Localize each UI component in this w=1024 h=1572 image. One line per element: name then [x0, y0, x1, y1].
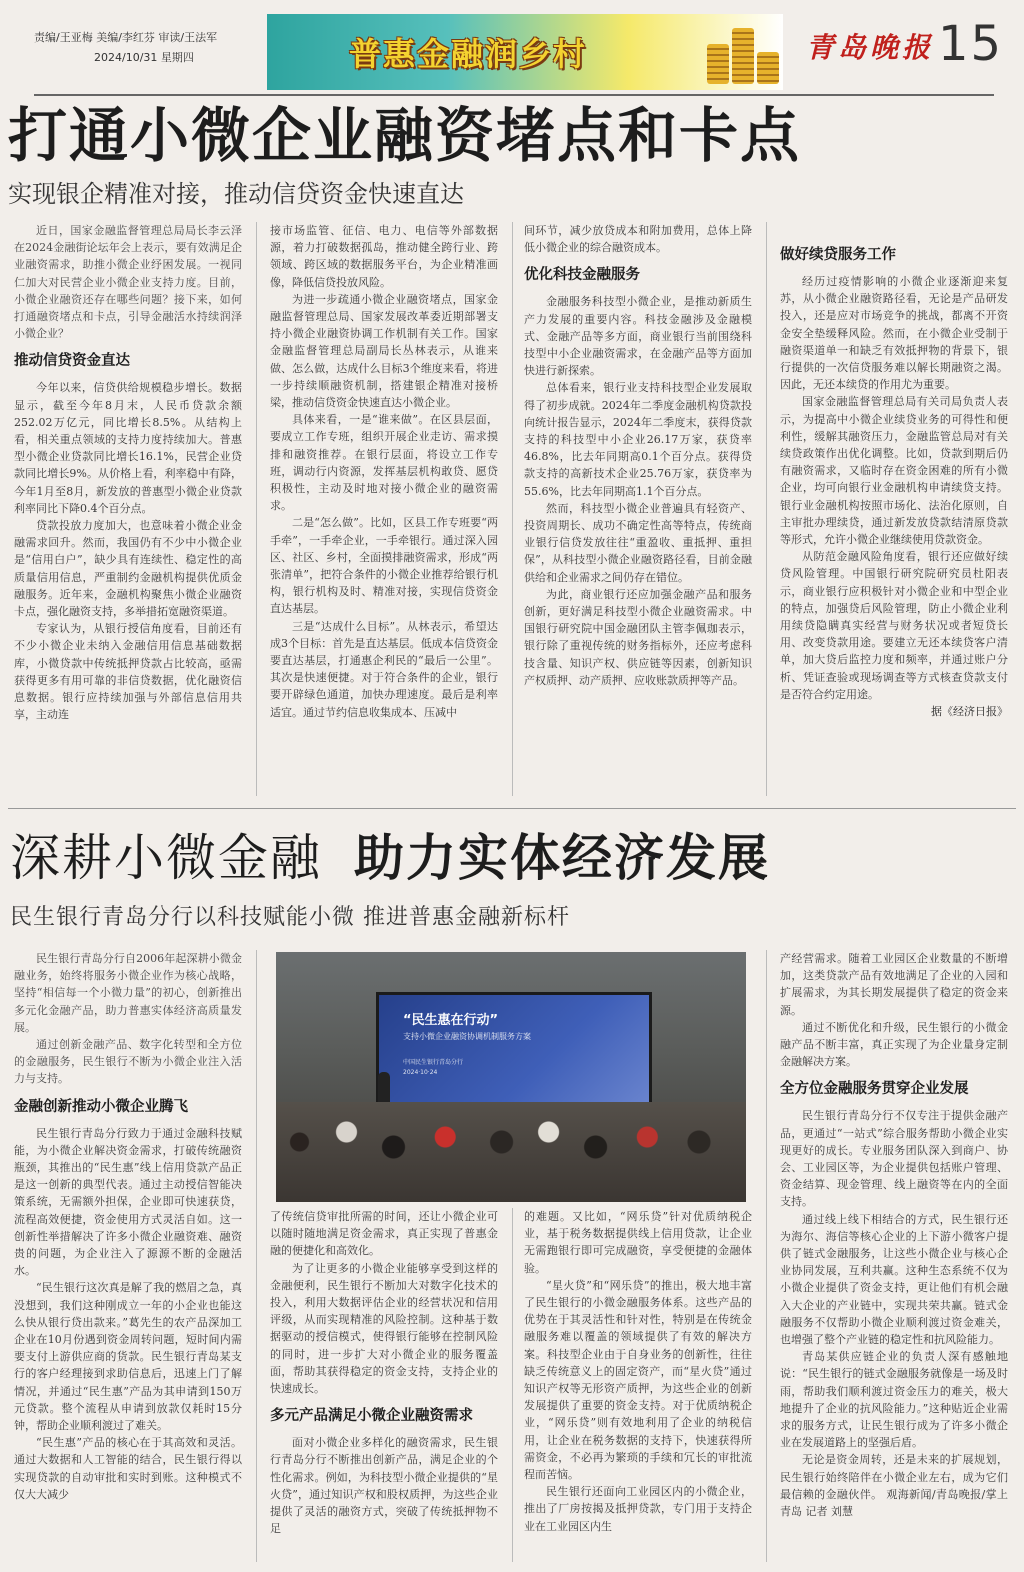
editor-credits — [34, 28, 264, 68]
body-paragraph: 经历过疫情影响的小微企业逐渐迎来复苏，从小微企业融资路径看，无论是产品研发投入，还是应对市场竞争的挑战，都离不开资金安全垫缓释风险。然而，在小微企业受制于融资渠道单一和缺乏有效抵押物的背景下，银行提供的一次信贷服务难以解长期融资之渴。因此，无还本续贷的作用尤为重要。 — [780, 275, 1008, 392]
body-paragraph: 总体看来，银行业支持科技型企业发展取得了初步成就。2024年二季度金融机构贷款投向统计报告显示，2024年二季度末，获得贷款支持的科技型中小企业26.17万家，获贷率46.8%，比去年同期高0.1个百分点。获得贷款支持的高新技术企业25.76万家，获贷率为55.6%，比去年同期高1.1个百分点。 — [524, 381, 752, 498]
screen-org: 中国民生银行青岛分行 — [403, 1059, 464, 1066]
screen-title: “民生惠在行动” — [403, 1013, 499, 1028]
article2-column-4 — [780, 950, 1008, 1562]
body-paragraph: 面对小微企业多样化的融资需求，民生银行青岛分行不断推出创新产品，满足企业的个性化需求。例如，为科技型小微企业提供的“星火贷”，通过知识产权和股权质押，为这些企业提供了灵活的融资方式，突破了传统抵押物不足 — [270, 1436, 498, 1536]
screen-subtitle: 支持小微企业融资协调机制服务方案 — [403, 1032, 531, 1041]
body-paragraph: 为此，商业银行还应加强金融产品和服务创新，更好满足科技型小微企业融资需求。中国银行研究院中国金融团队主管李佩珈表示，银行除了重视传统的财务指标外，还应考虑科技含量、知识产权、供应链等因素，创新知识产权质押、动产质押、应收账款质押等产品。 — [524, 587, 752, 687]
coin-stack-icon — [707, 44, 729, 84]
column-divider — [256, 222, 257, 796]
body-paragraph: 产经营需求。随着工业园区企业数量的不断增加，这类贷款产品有效地满足了企业的入园和扩展需求，为其长期发展提供了稳定的资金来源。 — [780, 952, 1008, 1017]
masthead-rule — [34, 94, 994, 96]
credits-line: 责编/王亚梅 美编/李红芬 审读/王法军 — [34, 31, 218, 44]
coin-stack-icon — [757, 52, 779, 84]
body-paragraph: 金融服务科技型小微企业，是推动新质生产力发展的重要内容。科技金融涉及金融模式、金融产品等多方面，商业银行当前围绕科技型中小企业融资需求，在金融产品等方面加快进行新探索。 — [524, 295, 752, 378]
body-paragraph: 专家认为，从银行授信角度看，目前还有不少小微企业未纳入金融信用信息基础数据库，小微贷款中传统抵押贷款占比较高，亟需获得更多有用可靠的非信贷数据，优化融资信息数据。银行应持续加强与外部信息信用共享，主动连 — [14, 622, 242, 722]
column-divider — [766, 222, 767, 796]
body-paragraph: 的难题。又比如，“网乐贷”针对优质纳税企业，基于税务数据提供线上信用贷款，让企业无需跑银行即可完成融资，享受便捷的金融体验。 — [524, 1210, 752, 1275]
section-heading: 多元产品满足小微企业融资需求 — [270, 1408, 473, 1425]
issue-date: 2024/10/31 星期四 — [94, 51, 194, 64]
source-credit: 据《经济日报》 — [931, 705, 1008, 719]
lead-paragraph: 通过创新金融产品、数字化转型和全方位的金融服务，民生银行不断为小微企业注入活力与支持。 — [14, 1038, 242, 1086]
body-paragraph: 民生银行青岛分行致力于通过金融科技赋能，为小微企业解决资金需求，打破传统融资瓶颈，其推出的“民生惠”线上信用贷款产品正是这一创新的典型代表。通过主动授信智能决策系统，无需额外担保，企业即可快速获贷，流程高效便捷，资金使用方式灵活自如。这一创新性举措解决了许多小微企业融资难、融资贵的问题，为企业注入了源源不断的金融活水。 — [14, 1126, 242, 1278]
article1-column-3 — [524, 222, 752, 796]
body-paragraph: 间环节，减少放贷成本和附加费用，总体上降低小微企业的综合融资成本。 — [524, 224, 752, 255]
section-heading: 全方位金融服务贯穿企业发展 — [780, 1081, 969, 1098]
section-banner — [267, 14, 783, 90]
body-paragraph: 贷款投放力度加大，也意味着小微企业金融需求回升。然而，我国仍有不少中小微企业是“信用白户”，缺少具有连续性、稳定性的高质量信用信息，严重制约金融机构提供优质金融服务。近年来，金融机构聚焦小微企业融资卡点，强化融资支持，多举措拓宽融资渠道。 — [14, 519, 242, 619]
body-paragraph: 通过不断优化和升级，民生银行的小微金融产品不断丰富，真正实现了为企业量身定制金融解决方案。 — [780, 1020, 1008, 1069]
article2-headline-light: 深耕小微金融 — [10, 829, 322, 887]
column-divider — [512, 222, 513, 796]
coin-stack-icon — [732, 28, 754, 84]
body-paragraph: “民生惠”产品的核心在于其高效和灵活。通过大数据和人工智能的结合，民生银行得以实现贷款的自动审批和实时到账。这种模式不仅大大减少 — [14, 1436, 242, 1501]
body-paragraph: 为了让更多的小微企业能够享受到这样的金融便利，民生银行不断加大对数字化技术的投入，利用大数据评估企业的经营状况和信用评级，从而实现精准的风险控制。这种基于数据驱动的授信模式，使得银行能够在控制风险的同时，进一步扩大对小微企业的服务覆盖面，帮助其获得稳定的资金支持，支持企业的快速成长。 — [270, 1261, 498, 1396]
body-paragraph: 民生银行青岛分行不仅专注于提供金融产品，更通过“一站式”综合服务帮助小微企业实现更好的成长。专业服务团队深入到商户、协会、工业园区等，为企业提供包括账户管理、资金结算、现金管理、线上融资等在内的全面支持。 — [780, 1109, 1008, 1209]
section-heading: 推动信贷资金直达 — [14, 353, 130, 370]
banner-title: 普惠金融润乡村 — [349, 35, 588, 73]
article1-subheadline: 实现银企精准对接，推动信贷资金快速直达 — [8, 180, 464, 208]
body-paragraph: “星火贷”和“网乐贷”的推出，极大地丰富了民生银行的小微金融服务体系。这些产品的优势在于其灵活性和针对性，特别是在传统金融服务难以覆盖的领域提供了有效的解决方案。科技型企业由于自身业务的创新性，往往缺乏传统意义上的固定资产，而“星火贷”通过知识产权等无形资产质押，为这些企业的创新发展提供了重要的资金支持。对于优质纳税企业，“网乐贷”则有效地利用了企业的纳税信用，让企业在税务数据的支持下，快速获得所需资金，不必再为繁琐的手续和冗长的审批流程而苦恼。 — [524, 1278, 752, 1482]
article2-headline — [10, 822, 770, 894]
body-paragraph: 为进一步疏通小微企业融资堵点，国家金融监督管理总局、国家发展改革委近期部署支持小微企业融资协调工作机制有关工作。国家金融监督管理总局副局长丛林表示，从谁来做、怎么做，达成什么目标3个维度来看，将进一步持续顺融资机制，搭建银企精准对接桥梁，推动信贷资金快速直达小微企业。 — [270, 292, 498, 410]
body-paragraph: 接市场监管、征信、电力、电信等外部数据源，着力打破数据孤岛，推动健全跨行业、跨领域、跨区域的数据服务平台，为企业精准画像，降低信贷投放风险。 — [270, 224, 498, 289]
section-heading: 做好续贷服务工作 — [780, 247, 896, 263]
article2-column-1 — [14, 950, 242, 1562]
body-paragraph: 通过线上线下相结合的方式，民生银行还为海尔、海信等核心企业的上下游小微客户提供了链式金融服务，让这些小微企业与核心企业协同发展，互利共赢。这种生态系统不仅为小微企业提供了资金支持，更让他们有机会融入大企业的产业链中，实现共荣共赢。链式金融服务不仅帮助小微企业顺利渡过资金难关，也增强了整个产业链的稳定性和抗风险能力。 — [780, 1212, 1008, 1347]
lead-paragraph: 近日，国家金融监督管理总局局长李云泽在2024金融街论坛年会上表示，要有效满足企业融资需求，助推小微企业纾困发展。一视同仁加大对民营企业小微企业支持力度。目前，小微企业融资还存在哪些问题？接下来，如何打通融资堵点和卡点，引导金融活水持续润泽小微企业？ — [14, 224, 242, 341]
body-paragraph: 国家金融监督管理总局有关司局负责人表示，为提高中小微企业续贷业务的可得性和便利性，缓解其融资压力，金融监管总局对有关续贷政策作出优化调整。比如，贷款到期后仍有融资需求，又临时存在资金困难的所有小微企业，均可向银行业金融机构申请续贷支持。银行业金融机构按照市场化、法治化原则，自主审批办理续贷，通过新发放贷款结清原贷款等形式，允许小微企业继续使用贷款资金。 — [780, 395, 1008, 547]
article1-column-1 — [14, 222, 242, 796]
column-divider — [256, 950, 257, 1562]
body-paragraph: 今年以来，信贷供给规模稳步增长。数据显示，截至今年8月末，人民币贷款余额252.02万亿元，同比增长8.5%。从结构上看，相关重点领域的支持力度持续加大。普惠型小微企业贷款同比增长16.1%，民营企业贷款同比增长9%。从价格上看，利率稳中有降，今年1月至8月，新发放的普惠型小微企业贷款利率同比下降0.4个百分点。 — [14, 381, 242, 515]
body-paragraph: 从防范金融风险角度看，银行还应做好续贷风险管理。中国银行研究院研究员杜阳表示，商业银行应积极针对小微企业和中型企业的特点，加强贷后风险管理，防止小微企业利用续贷隐瞒真实经营与财务状况或者短贷长用、改变贷款用途。要建立无还本续贷客户清单，加大贷后监控力度和频率，并通过账户分析、凭证查验或现场调查等方式核查贷款支付是否符合约定用途。 — [780, 550, 1008, 701]
screen-date: 2024·10·24 — [403, 1069, 438, 1076]
audience-crowd — [276, 1102, 746, 1202]
article2-column-3 — [524, 1208, 752, 1562]
body-paragraph: “民生银行这次真是解了我的燃眉之急，真没想到，我们这种刚成立一年的小企业也能这么快从银行贷出款来。”葛先生的农产品深加工企业在10月份遇到资金周转问题，短时间内需要支付上游供应商的货款。民生银行青岛某支行的客户经理接到求助信息后，迅速上门了解情况，并通过“民生惠”产品为其申请到150万元贷款。整个流程从申请到放款仅耗时15分钟，帮助企业顺利渡过了难关。 — [14, 1281, 242, 1433]
article2-subheadline: 民生银行青岛分行以科技赋能小微 推进普惠金融新标杆 — [10, 905, 570, 930]
body-paragraph: 二是“怎么做”。比如，区县工作专班要“两手牵”，一手牵企业，一手牵银行。通过深入园区、社区、乡村，全面摸排融资需求，形成“两张清单”，把符合条件的小微企业推荐给银行机构，银行机构及时、精准对接，实现信贷资金直达基层。 — [270, 516, 498, 616]
article1-headline: 打通小微企业融资堵点和卡点 — [8, 101, 802, 170]
newspaper-logo: 青岛晚报 — [806, 31, 935, 64]
column-divider — [512, 1208, 513, 1562]
article2-headline-bold: 助力实体经济发展 — [354, 829, 770, 887]
body-paragraph: 三是“达成什么目标”。从林表示，希望达成3个目标：首先是直达基层。低成本信贷资金要直达基层，打通惠企利民的“最后一公里”。其次是快速便捷。对于符合条件的企业，银行要开辟绿色通道，加快办理速度。最后是利率适宜。通过节约信息收集成本、压减中 — [270, 619, 498, 719]
projection-screen — [376, 992, 652, 1116]
body-paragraph: 了传统信贷审批所需的时间，还让小微企业可以随时随地满足资金需求，真正实现了普惠金融的便捷化和高效化。 — [270, 1210, 498, 1258]
body-paragraph: 然而，科技型小微企业普遍具有轻资产、投资周期长、成功不确定性高等特点，传统商业银行信贷发放往往“重盈收、重抵押、重担保”，从科技型小微企业融资路径看，目前金融供给和企业需求之间仍存在错位。 — [524, 501, 752, 584]
section-divider — [8, 808, 1016, 809]
body-paragraph: 具体来看，一是“谁来做”。在区县层面，要成立工作专班，组织开展企业走访、需求摸排和融资推荐。在银行层面，将设立工作专班，调动行内资源，发挥基层机构敢贷、愿贷积极性，主动及时地对接小微企业的融资需求。 — [270, 413, 498, 513]
section-heading: 优化科技金融服务 — [524, 267, 640, 284]
column-divider — [766, 950, 767, 1562]
body-paragraph: 青岛某供应链企业的负责人深有感触地说：“民生银行的链式金融服务就像是一场及时雨，帮助我们顺利渡过资金压力的难关，极大地提升了企业的抗风险能力。”这种贴近企业需求的服务方式，让民生银行成为了许多小微企业在发展道路上的坚强后盾。 — [780, 1350, 1008, 1450]
event-photo — [276, 952, 746, 1202]
article1-column-2 — [270, 222, 498, 796]
lead-paragraph: 民生银行青岛分行自2006年起深耕小微金融业务，始终将服务小微企业作为核心战略，坚持“相信每一个小微力量”的初心，创新推出多元化金融产品，助力普惠实体经济高质量发展。 — [14, 952, 242, 1034]
article1-column-4 — [780, 236, 1008, 796]
article2-column-2 — [270, 1208, 498, 1562]
body-paragraph: 无论是资金周转，还是未来的扩展规划，民生银行始终陪伴在小微企业左右，成为它们最信赖的金融伙伴。 观海新闻/青岛晚报/掌上青岛 记者 刘慧 — [780, 1453, 1008, 1519]
section-heading: 金融创新推动小微企业腾飞 — [14, 1098, 188, 1115]
body-paragraph: 民生银行还面向工业园区内的小微企业，推出了厂房按揭及抵押贷款，专门用于支持企业在工业园区内生 — [524, 1485, 752, 1533]
speaker-figure — [378, 1072, 390, 1106]
page-number: 15 — [938, 16, 1004, 72]
